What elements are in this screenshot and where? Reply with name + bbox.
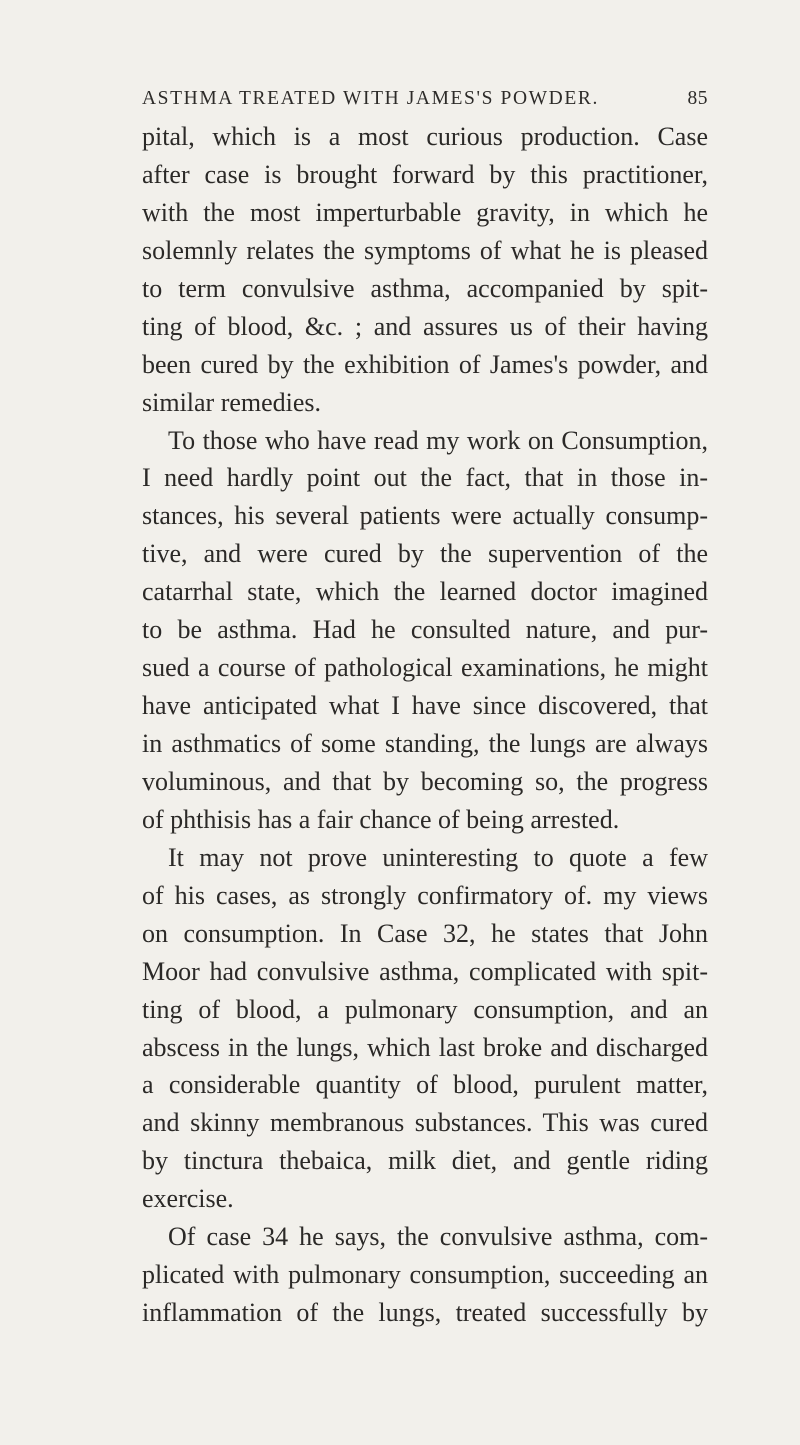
text-line: inflammation of the lungs, treated successfully by [142, 1298, 708, 1328]
text-line: of his cases, as strongly confirmatory of. my views [142, 880, 708, 910]
page-number: 85 [687, 88, 708, 109]
text-line: on consumption. In Case 32, he states that John [142, 918, 708, 948]
running-title: ASTHMA TREATED WITH JAMES'S POWDER. [142, 88, 599, 109]
running-head [142, 88, 708, 118]
text-line: solemnly relates the symptoms of what he is pleased [142, 235, 708, 265]
text-line: Of case 34 he says, the convulsive asthma, com- [168, 1222, 708, 1252]
text-line: a considerable quantity of blood, purulent matter, [142, 1070, 708, 1100]
text-line: abscess in the lungs, which last broke and discharged [142, 1032, 708, 1062]
text-line: To those who have read my work on Consumption, [168, 425, 708, 455]
text-line: voluminous, and that by becoming so, the progress [142, 766, 708, 796]
text-line: ting of blood, &c. ; and assures us of their having [142, 311, 708, 341]
text-line: stances, his several patients were actually consump- [142, 501, 708, 531]
text-line: exercise. [142, 1184, 234, 1214]
text-line: It may not prove uninteresting to quote a few [168, 842, 708, 872]
text-line: with the most imperturbable gravity, in which he [142, 197, 708, 227]
text-line: similar remedies. [142, 387, 322, 417]
text-line: I need hardly point out the fact, that in those in- [142, 463, 708, 493]
text-line: in asthmatics of some standing, the lungs are always [142, 729, 708, 758]
text-line: after case is brought forward by this practitioner, [142, 159, 708, 189]
text-line: plicated with pulmonary consumption, succeeding an [142, 1260, 708, 1290]
text-line: pital, which is a most curious production. Case [142, 122, 708, 151]
text-line: have anticipated what I have since discovered, that [142, 691, 708, 721]
text-line: to term convulsive asthma, accompanied by spit- [142, 273, 708, 303]
text-line: of phthisis has a fair chance of being arrested. [142, 804, 620, 834]
text-line: and skinny membranous substances. This was cured [142, 1108, 708, 1138]
text-line: to be asthma. Had he consulted nature, and pur- [142, 615, 708, 645]
text-line: by tinctura thebaica, milk diet, and gentle riding [142, 1146, 708, 1176]
text-line: Moor had convulsive asthma, complicated with spit- [142, 956, 708, 986]
text-line: ting of blood, a pulmonary consumption, and an [142, 994, 708, 1024]
text-line: tive, and were cured by the supervention of the [142, 539, 708, 569]
text-line: sued a course of pathological examinations, he might [142, 653, 708, 683]
body-text [142, 118, 708, 1332]
text-line: been cured by the exhibition of James's powder, and [142, 349, 708, 379]
text-line: catarrhal state, which the learned doctor imagined [142, 577, 708, 607]
